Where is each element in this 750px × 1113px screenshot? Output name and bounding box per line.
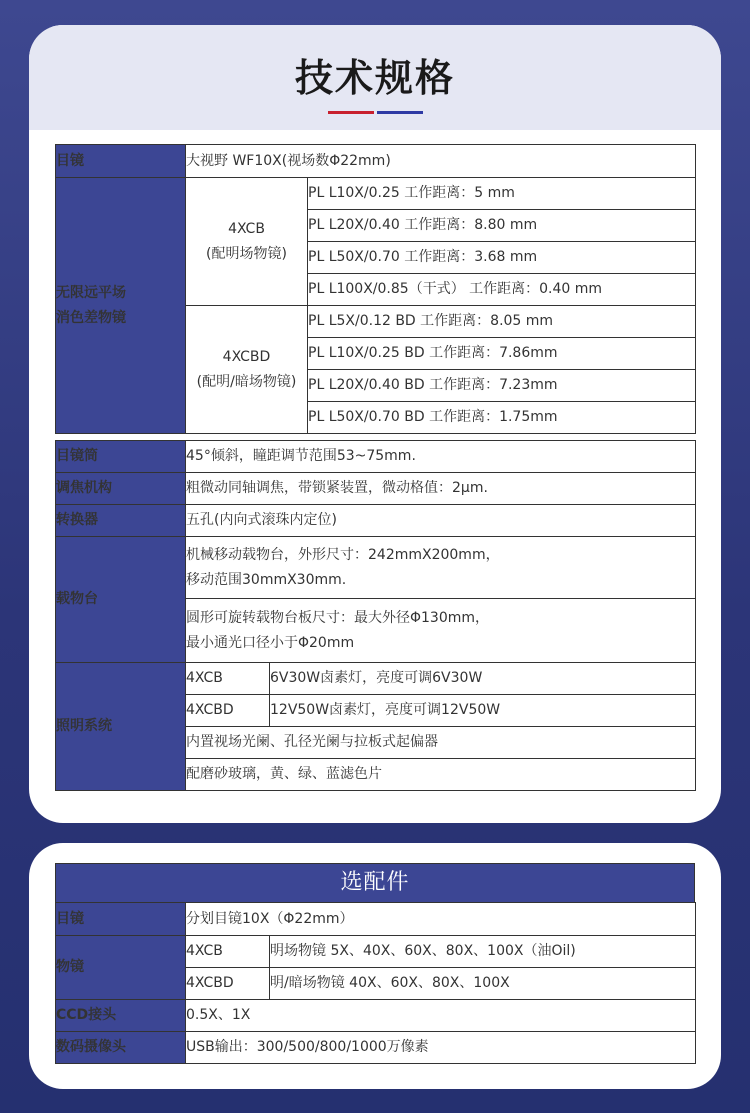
illum-value: 12V50W卤素灯，亮度可调12V50W bbox=[270, 695, 696, 727]
accessories-caption-wrap bbox=[55, 863, 695, 903]
row-label-nosepiece: 转换器 bbox=[56, 505, 186, 537]
stage-line: 机械移动载物台，外形尺寸：242mmX200mm， bbox=[186, 546, 500, 563]
row-label-tube: 目镜筒 bbox=[56, 441, 186, 473]
objective-item: PL L50X/0.70 工作距离：3.68 mm bbox=[308, 242, 696, 274]
focus-value: 粗微动同轴调焦，带锁紧装置，微动格值：2μm. bbox=[186, 473, 696, 505]
stage-line: 最小通光口径小于Φ20mm bbox=[186, 634, 355, 651]
accessories-card bbox=[29, 843, 721, 1089]
spec-table-optics bbox=[55, 144, 696, 434]
illum-model: 4XCB bbox=[186, 663, 270, 695]
acc-objective-model: 4XCBD bbox=[186, 968, 270, 1000]
spec-table-mechanics bbox=[55, 440, 696, 791]
title-underline-red bbox=[328, 111, 374, 114]
row-label-stage: 载物台 bbox=[56, 537, 186, 663]
objective-item: PL L100X/0.85（干式） 工作距离：0.40 mm bbox=[308, 274, 696, 306]
acc-eyepiece-value: 分划目镜10X（Φ22mm） bbox=[186, 903, 696, 936]
illum-value: 6V30W卤素灯，亮度可调6V30W bbox=[270, 663, 696, 695]
group-name: 4XCB bbox=[228, 220, 265, 237]
row-label-illumination: 照明系统 bbox=[56, 663, 186, 791]
objective-item: PL L10X/0.25 BD 工作距离：7.86mm bbox=[308, 338, 696, 370]
illum-extra: 配磨砂玻璃，黄、绿、蓝滤色片 bbox=[186, 759, 696, 791]
spec-card bbox=[29, 25, 721, 823]
stage-line: 移动范围30mmX30mm. bbox=[186, 571, 347, 588]
stage-value-2 bbox=[186, 599, 696, 663]
accessories-table bbox=[55, 902, 696, 1064]
objective-label-line2: 消色差物镜 bbox=[56, 309, 126, 326]
nosepiece-value: 五孔(内向式滚珠内定位) bbox=[186, 505, 696, 537]
row-label-objective bbox=[56, 178, 186, 434]
objective-label-line1: 无限远平场 bbox=[56, 284, 126, 301]
row-label-acc-objective: 物镜 bbox=[56, 936, 186, 1000]
camera-value: USB输出：300/500/800/1000万像素 bbox=[186, 1032, 696, 1064]
objective-group-4xcbd bbox=[186, 306, 308, 434]
row-label-ccd: CCD接头 bbox=[56, 1000, 186, 1032]
ccd-value: 0.5X、1X bbox=[186, 1000, 696, 1032]
page-title: 技术规格 bbox=[294, 56, 455, 100]
illum-model: 4XCBD bbox=[186, 695, 270, 727]
title-underline-blue bbox=[377, 111, 423, 114]
eyepiece-value: 大视野 WF10X(视场数Φ22mm) bbox=[186, 145, 696, 178]
stage-line: 圆形可旋转载物台板尺寸：最大外径Φ130mm， bbox=[186, 609, 490, 626]
group-sub: (配明场物镜) bbox=[206, 245, 287, 262]
objective-item: PL L50X/0.70 BD 工作距离：1.75mm bbox=[308, 402, 696, 434]
objective-item: PL L5X/0.12 BD 工作距离：8.05 mm bbox=[308, 306, 696, 338]
group-name: 4XCBD bbox=[222, 348, 271, 365]
acc-objective-value: 明/暗场物镜 40X、60X、80X、100X bbox=[270, 968, 696, 1000]
illum-extra: 内置视场光阑、孔径光阑与拉板式起偏器 bbox=[186, 727, 696, 759]
row-label-focus: 调焦机构 bbox=[56, 473, 186, 505]
objective-group-4xcb bbox=[186, 178, 308, 306]
stage-value-1 bbox=[186, 537, 696, 599]
acc-objective-value: 明场物镜 5X、40X、60X、80X、100X（油Oil) bbox=[270, 936, 696, 968]
accessories-title: 选配件 bbox=[55, 863, 695, 903]
row-label-acc-eyepiece: 目镜 bbox=[56, 903, 186, 936]
tube-value: 45°倾斜，瞳距调节范围53~75mm. bbox=[186, 441, 696, 473]
acc-objective-model: 4XCB bbox=[186, 936, 270, 968]
objective-item: PL L20X/0.40 BD 工作距离：7.23mm bbox=[308, 370, 696, 402]
objective-item: PL L10X/0.25 工作距离：5 mm bbox=[308, 178, 696, 210]
group-sub: (配明/暗场物镜) bbox=[196, 373, 297, 390]
row-label-eyepiece: 目镜 bbox=[56, 145, 186, 178]
objective-item: PL L20X/0.40 工作距离：8.80 mm bbox=[308, 210, 696, 242]
row-label-camera: 数码摄像头 bbox=[56, 1032, 186, 1064]
